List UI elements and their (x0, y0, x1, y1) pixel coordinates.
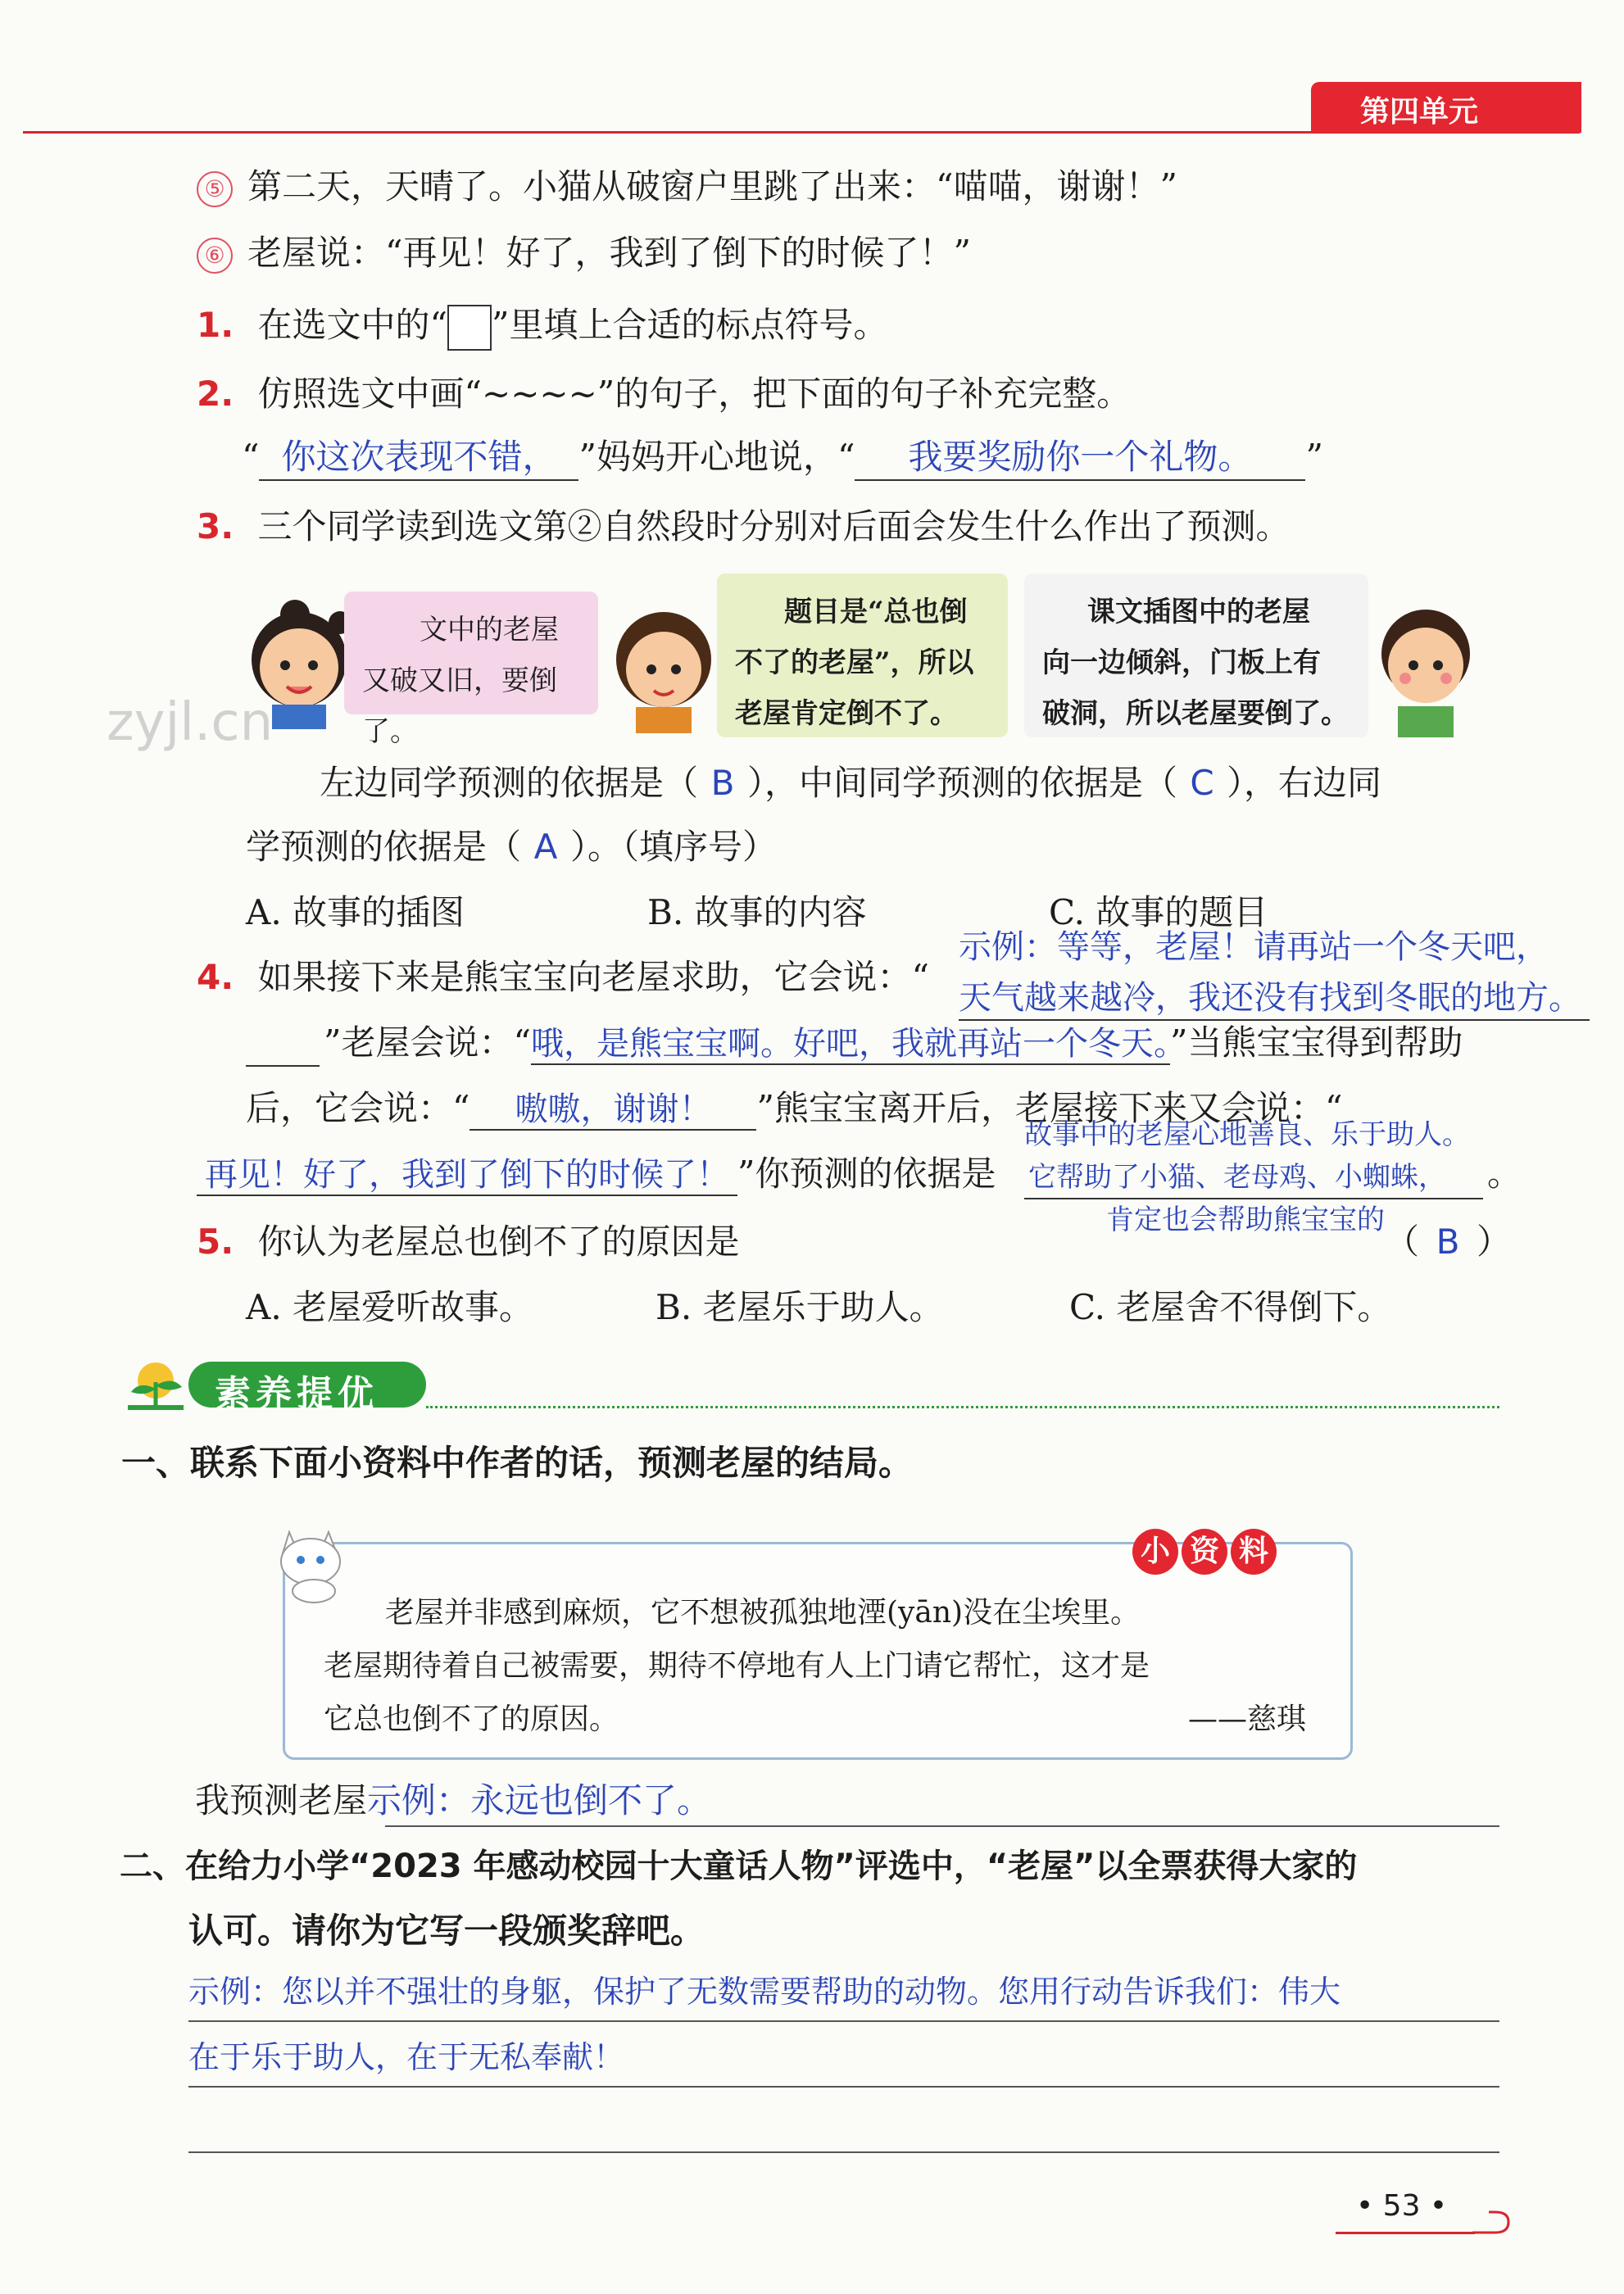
answer-blank[interactable]: 再见！好了，我到了倒下的时候了！ (197, 1158, 737, 1196)
q4-end-mark: 。 (1487, 1154, 1522, 1194)
q4-bear-answer-1b: 天气越来越冷，我还没有找到冬眠的地方。 (959, 979, 1581, 1017)
q4-reason-line-1: 故事中的老屋心地善良、乐于助人。 (1024, 1118, 1470, 1151)
badge-char: 资 (1182, 1529, 1227, 1575)
question-3: 3. 三个同学读到选文第②自然段时分别对后面会发生什么作出了预测。 (197, 506, 1291, 546)
info-line-1: 老屋并非感到麻烦，它不想被孤独地湮(yān)没在尘埃里。 (385, 1596, 1141, 1630)
answer-underline (188, 2020, 1499, 2022)
answer-blank[interactable]: 嗷嗷，谢谢！ (470, 1093, 756, 1131)
question-3-line-1: 左边同学预测的依据是（ B ），中间同学预测的依据是（ C ），右边同 (320, 763, 1382, 803)
question-4-line-2: ”老屋会说：“哦，是熊宝宝啊。好吧，我就再站一个冬天。”当熊宝宝得到帮助 (324, 1026, 1463, 1065)
question-2: 2. 仿照选文中画“~~~~”的句子，把下面的句子补充完整。 (197, 374, 1132, 414)
speech-bubble-right: 课文插图中的老屋 向一边倾斜，门板上有 破洞，所以老屋要倒了。 (1024, 574, 1368, 737)
section-title: 素养提优 (215, 1373, 379, 1415)
blank-box[interactable] (447, 305, 492, 351)
q5-option-b: B. 老屋乐于助人。 (655, 1287, 944, 1327)
question-2-answer-line: “ 你这次表现不错， ”妈妈开心地说，“ 我要奖励你一个礼物。 ” (242, 440, 1323, 481)
question-5: 5. 你认为老屋总也倒不了的原因是 (197, 1222, 740, 1262)
info-line-3: 它总也倒不了的原因。 (324, 1702, 619, 1736)
badge-char: 料 (1231, 1529, 1277, 1575)
q5-answer[interactable]: （ B ） (1385, 1222, 1512, 1262)
answer-blank[interactable]: 我要奖励你一个礼物。 (855, 440, 1305, 481)
speech-bubble-middle: 题目是“总也倒 不了的老屋”，所以 老屋肯定倒不了。 (717, 574, 1008, 737)
q3-option-c: C. 故事的题目 (1049, 892, 1268, 932)
question-4-line-4: 再见！好了，我到了倒下的时候了！ ”你预测的依据是 (197, 1157, 996, 1196)
boy-illustration-middle (606, 602, 721, 733)
answer-underline (246, 1065, 320, 1067)
speech-bubble-left: 文中的老屋 又破又旧，要倒了。 (344, 592, 598, 714)
q4-reason-line-2: 它帮助了小猫、老母鸡、小蜘蛛， (1028, 1161, 1446, 1194)
answer-middle[interactable]: C (1190, 763, 1214, 803)
answer-underline (188, 2086, 1499, 2088)
boy-illustration-right (1368, 598, 1483, 737)
answer-underline (385, 1825, 1499, 1827)
section-dotted-rule (426, 1406, 1499, 1408)
question-4: 4. 如果接下来是熊宝宝向老屋求助，它会说：“ (197, 957, 930, 997)
q3-option-b: B. 故事的内容 (647, 892, 867, 932)
answer-blank[interactable]: 你这次表现不错， (259, 440, 578, 481)
passage-line-6: ⑥ 老屋说：“再见！好了，我到了倒下的时候了！” (197, 236, 971, 274)
answer-field[interactable]: 示例：永远也倒不了。 (367, 1780, 712, 1820)
part-1-title: 一、联系下面小资料中作者的话，预测老屋的结局。 (121, 1443, 914, 1483)
page-curl-icon (1471, 2206, 1512, 2238)
answer-underline (188, 2151, 1499, 2153)
part-2-title-line-2: 认可。请你为它写一段颁奖辞吧。 (188, 1911, 705, 1951)
page-number-underline (1336, 2232, 1475, 2234)
answer-underline (1024, 1198, 1483, 1199)
part-2-title-line-1: 二、在给力小学“2023 年感动校园十大童话人物”评选中，“老屋”以全票获得大家的 (120, 1847, 1358, 1885)
part-2-answer-line-1[interactable]: 示例：您以并不强壮的身躯，保护了无数需要帮助的动物。您用行动告诉我们：伟大 (188, 1974, 1341, 2010)
sprout-icon (123, 1356, 188, 1413)
answer-blank[interactable]: 哦，是熊宝宝啊。好吧，我就再站一个冬天。 (531, 1027, 1170, 1065)
q4-bear-answer-1a: 示例：等等，老屋！请再站一个冬天吧， (959, 928, 1549, 966)
question-1: 1. 在选文中的“ ”里填上合适的标点符号。 (197, 305, 888, 351)
watermark: zyjl.cn (107, 692, 274, 753)
part-2-answer-line-2[interactable]: 在于乐于助人，在于无私奉献！ (188, 2039, 625, 2075)
paragraph-marker: ⑤ (197, 171, 233, 207)
q5-option-a: A. 老屋爱听故事。 (246, 1287, 534, 1327)
q5-option-c: C. 老屋舍不得倒下。 (1069, 1287, 1392, 1327)
info-line-2: 老屋期待着自己被需要，期待不停地有人上门请它帮忙，这才是 (324, 1649, 1150, 1683)
question-3-line-2: 学预测的依据是（ A ）。（填序号） (246, 827, 778, 867)
question-4-line-3: 后，它会说：“ 嗷嗷，谢谢！ ”熊宝宝离开后，老屋接下来又会说：“ (246, 1091, 1342, 1131)
paragraph-marker: ⑥ (197, 238, 233, 274)
answer-left[interactable]: B (710, 763, 735, 803)
cat-illustration (266, 1516, 356, 1606)
badge-char: 小 (1132, 1529, 1178, 1575)
part-1-prompt: 我预测老屋示例：永远也倒不了。 (195, 1780, 712, 1820)
q3-option-a: A. 故事的插图 (246, 892, 465, 932)
page-number: • 53 • (1356, 2189, 1448, 2223)
passage-line-5: ⑤ 第二天，天晴了。小猫从破窗户里跳了出来：“喵喵，谢谢！” (197, 170, 1177, 207)
unit-label: 第四单元 (1360, 95, 1479, 129)
info-author: ——慈琪 (1188, 1702, 1307, 1736)
answer-right[interactable]: A (533, 827, 558, 867)
q4-reason-line-3: 肯定也会帮助熊宝宝的 (1106, 1204, 1385, 1236)
answer-underline (959, 1019, 1590, 1021)
